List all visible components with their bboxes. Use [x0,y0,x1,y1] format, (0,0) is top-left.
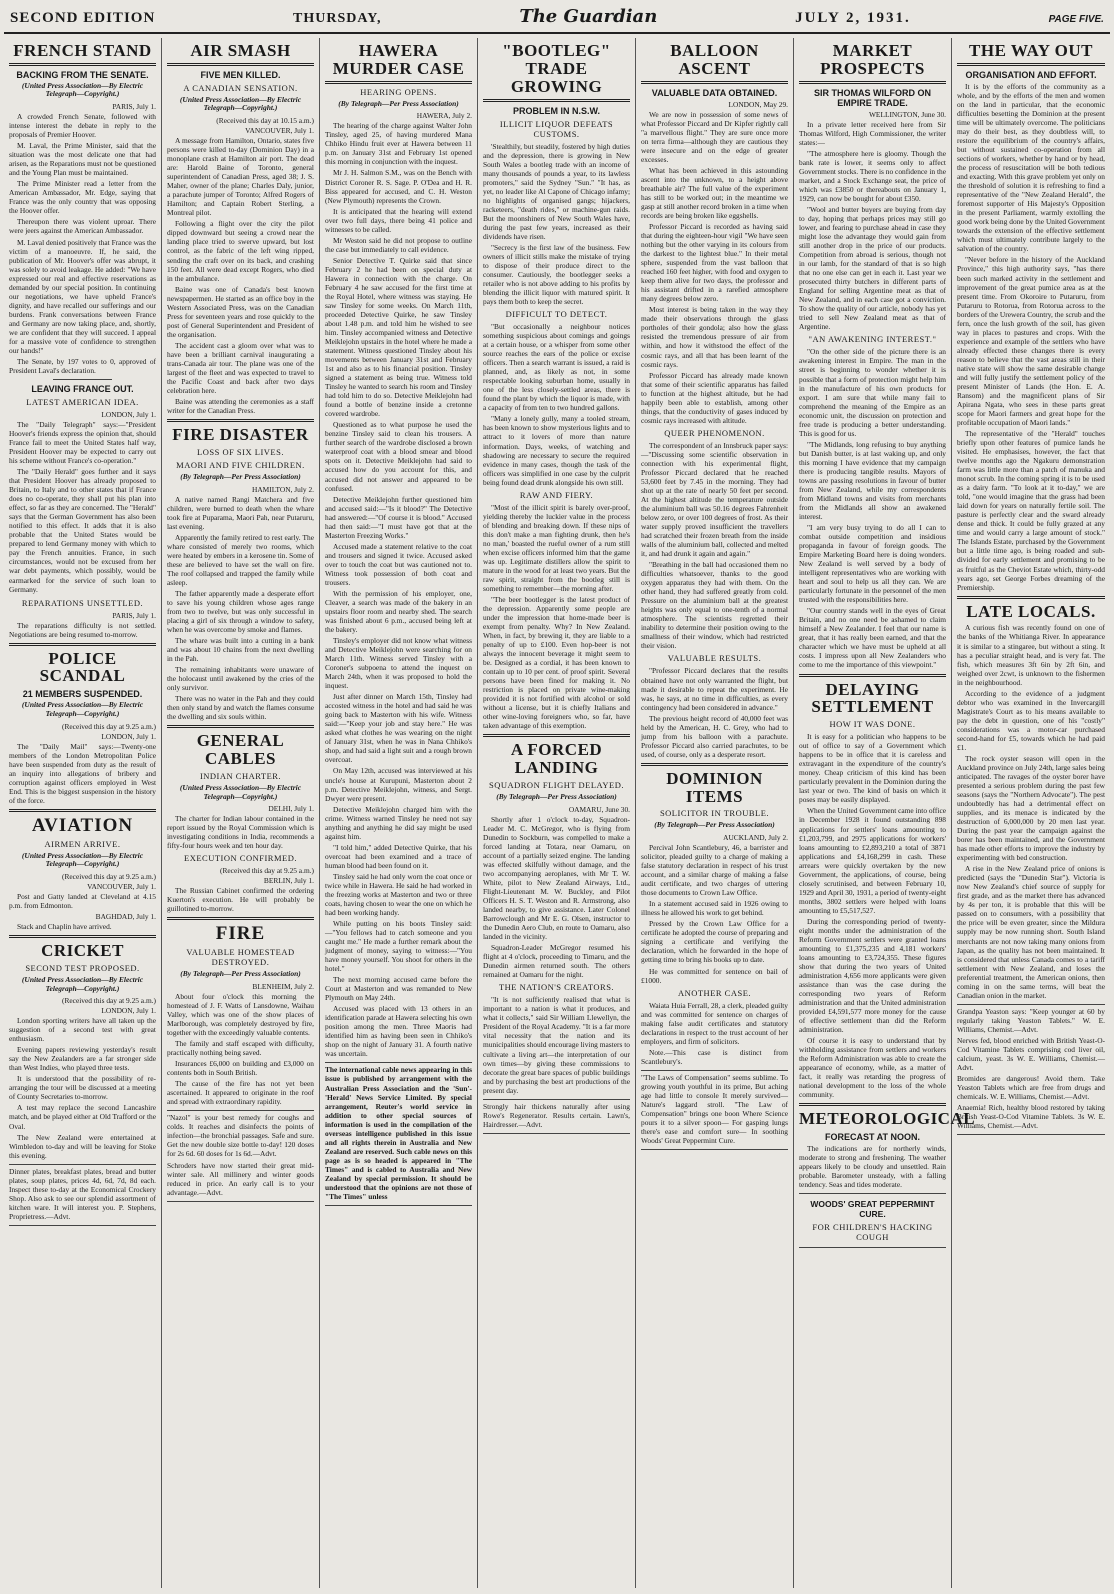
article-headline: THE WAY OUT [969,41,1093,60]
article-paragraph: "Most of the illicit spirit is barely over-proof, yielding thereby the luckier value in the process of blending and breaking down. If these nips of this don't make a man fighting drunk, then he's no man,' boasted the rueful owner of a rum still when excise officers informed him that the game was up. Legitimate distillers allow the spirit to mature in the wood for at least two years. But the raw spirit, straight from the bootleg still is something to remember—the morning after. [483,502,630,593]
article-paragraph: Squadron-Leader McGregor resumed his flight at 4 o'clock, proceeding to Timaru, and the Dunedin airmen returned south. The others remained at Oamaru for the night. [483,943,630,980]
article-credit: (United Press Association—By Electric Telegraph—Copyright.) [21,974,144,993]
article-paragraph: It is easy for a politician who happens to be out of office to say of a Government which happens to be in office that it is careless and extravagant in the expenditure of the country's money. Cheap criticism of this kind has been particularly prevalent in the Dominion during the last year or two. The kind of basis on which it poses may be easily displayed. [799,732,946,805]
article-hawera-murder [325,42,472,1058]
article-paragraph: "Never before in the history of the Auckland Province," this high authority says, "has there been such marked activity in the settlement and improvement of the great pumice area as at the present time. From Okoroire to Putaruru, from Putaruru to Rotorua, from Rotorua across to the borders of the Urewera Country, the scrub and the fern, once the lush growth of the soil, has given way in places to pastures and crops. With the experience and example of the settlers who have already effected these changes there is every reason to believe that the vast areas still in their native state will show the same desirable change and will fully justify the settlement policy of the present Minister of Lands (the Hon. E. A. Ransom) and the magnificent plans of Sir Apirana Ngata, who sees in these parts great scope for Maori farmers and great hope for the profitable occupation of Maori lands." [957,255,1105,427]
page-number: PAGE FIVE. [1048,14,1104,25]
headline-rule [9,935,156,938]
article-aviation [9,809,156,931]
article-paragraph: "Secrecy is the first law of the business. Few owners of illicit stills make the mistake of trying to dispose of their produce direct to the consumer. Cautiously, the bootlegger seeks a retailer who is not above adding to his profits by blending the illicit liquor with matured spirit. It pays them both to keep the secret. [483,242,630,307]
article-paragraph: A message from Hamilton, Ontario, states five persons were killed to-day (Dominion Day) in a monoplane crash at Hamilton air port. The dead are: Harold Baine of Toronto, general superintendent of Canadian Press, aged 38; J. S. Maher, owner of the plane; Charles Daly, junior, a parachute jumper of Toronto; Alfred Rogers of Hamilton; and Captain Robert Sterling, a Montreal pilot. [167,136,314,218]
article-credit: (United Press Association—By Electric Telegraph—Copyright.) [21,850,144,869]
article-paragraph: The reparations difficulty is not settled. Negotiations are being resumed to-morrow. [9,620,156,639]
article-dateline: BAGHDAD, July 1. [95,912,156,922]
article-paragraph: Professor Piccard has already made known that some of their scientific apparatus has failed to function at the highest altitude, but he had happily been able to establish, among other things, that the conductivity of gases induced by cosmic rays increased with altitude. [641,370,788,425]
article-paragraph: The representative of the "Herald" touches briefly upon other features of pumice lands he visited. He emphasises, however, the fact that twelve months ago the Ngakuru demonstration farm was little more than a patch of manuka and monot scrub. In the coming spring it is to be used as a dairy farm. "To look at it to-day," we are told, "one would imagine that the grass had been laid down for years on naturally fertile soil. The pasture is perfectly clear and the sward already dense and thick. It could be fully grazed at any time and would carry a large amount of stock." The Islands Estate, purchased by the Government but a little time ago, is being roaded and sub-divided for early settlement and promising to be as fruitful as the Cheviot Estate which, thirty-odd years ago, set George Forbes dreaming of the Premiership. [957,429,1105,592]
article-subtitle: REPARATIONS UNSETTLED. [21,597,144,608]
article-paragraph: Mr J. H. Salmon S.M., was on the Bench with District Coroner R. S. Sage. P. O'Dea and H. R. Biss appeared for accused, and C. H. Weston (New Plymouth) represents the Crown. [325,168,472,205]
article-paragraph: Waiata Huia Ferrall, 28, a clerk, pleaded guilty and was committed for sentence on charges of making false audit certificates and statutory declarations in respect to the trust account of her employers, and firm of solicitors. [641,1000,788,1046]
article-fire-disaster [167,419,314,721]
headline-rule [9,643,156,646]
article-paragraph: Most interest is being taken in the way they made their observations through the glass portholes of their gondola; also how the glass resisted the tremendous pressure of air from within, and how it withstood the effect of the cosmic rays, and all that has been learnt of the cosmic rays. [641,305,788,369]
article-meteorological [799,1103,976,1190]
article-paragraph: 'Stealthily, but steadily, fostered by high duties and the depression, there is growing in New South Wales a bootleg trade with an income of many thousands of pounds a year, to its lawless promoters," said the Sydney "Sun." "It has, as yet, no leader like Al Capone of Chicago infamy; no highlights of organised gangs; hijackers, racketeers, "death rides," or machine-gun raids. But the moonshiners of New South Wales have, during the past few years, increased as their dividends have risen. [483,141,630,241]
article-dateline: HAMILTON, July 2. [251,484,314,494]
article-the-way-out [957,42,1105,592]
headline-rule [325,81,472,84]
article-paragraph: The "Daily Telegraph" says:—"President Hoover's friends express the opinion that, should France fail to meet the United States half way, President Hoover may be expected to carry out his scheme without France's co-operation." [9,419,156,466]
article-dateline: HAWERA, July 2. [416,111,472,121]
article-paragraph: Apparently the family retired to rest early. The whare consisted of merely two rooms, which were heated by embers in a kerosene tin. Some of these are believed to have set the wall on fire. The roof collapsed and trapped the family while asleep. [167,532,314,587]
article-paragraph: "Professor Piccard declares that the results obtained have not only warranted the flight, but made it desirable to repeat the experiment. He was, he says, at no time in difficulties, as every contingency had been considered in advance." [641,666,788,712]
headline-rule [167,419,314,422]
article-paragraph: Baine was attending the ceremonies as a staff writer for the Canadian Press. [167,396,314,415]
article-subtitle: LATEST AMERICAN IDEA. [26,396,139,407]
article-paragraph: Questioned as to what purpose he used the benzine Tinsley said to clean his trousers. A further search of the wardrobe disclosed a brown waterproof coat with a blood smear and blood spots on it. Detective Meiklejohn had said to accused how do you account for this, and accused did not answer and appeared to be confused. [325,420,472,493]
article-dateline: DELHI, July 1. [268,804,314,814]
article-paragraph: "I told him," added Detective Quirke, that his overcoat had been examined and a trace of human blood had been found on it. [325,842,472,870]
article-credit: (United Press Association—By Electric Telegraph—Copyright.) [179,94,302,113]
article-paragraph: Baine was one of Canada's best known newspapermen. He started as an office boy in the Western Associated Press, was on the Canadian Press for seventeen years and rose quickly to the post of General Superintendent and President of the organisation. [167,284,314,339]
article-subtitle: EXECUTION CONFIRMED. [184,853,297,864]
column-5 [636,38,794,1588]
headline-rule [167,63,314,66]
article-subheadline: ORGANISATION AND EFFORT. [965,69,1097,80]
headline-rule [641,81,788,84]
article-fire [167,917,314,1106]
issue-date: JULY 2, 1931. [795,10,911,26]
article-paragraph: A rise in the New Zealand price of onions is predicted (says the "Dunedin Star"). Victoria is now New Zealand's chief source of supply for first grade, and as the market there has advanced by 4s per ton, it is probable that this will be passed on to consumers, with a possibility that the price will be even greater, since the Mildura supply may be now running short. South Island merchants are not now taking many onions from Japan, as the quality has not been maintained. It is considered that unless Canada comes to a tariff settlement with New Zealand, and loses the preferential treatment, the American onions, then coming in on the same terms, will beat the Canadian onion in the market. [957,864,1105,1000]
article-paragraph: Tinsley's employer did not know what witness and Detective Meiklejohn were searching for on March 11th. Witness served Tinsley with a Coroner's subpoena to attend the inquest on March 24th, when it was proposed to hold the inquest. [325,636,472,691]
article-paragraph: The father apparently made a desperate effort to save his young children whose ages range from two to twelve, but was only successful in placing a girl of six through a window to safety, when he was overcome by smoke and flames. [167,588,314,634]
article-headline: AVIATION [31,814,134,836]
article-paragraph: The "Daily Mail" says:—Twenty-one members of the London Metropolitan Police have been suspended from duty as the result of an inquiry into allegations of bribery and corruption against officers employed in West End. This is the biggest suspension in the history of the force. [9,741,156,805]
article-headline: AIR SMASH [190,41,291,60]
article-subheadline: 21 MEMBERS SUSPENDED. [22,689,143,700]
article-paragraph: The previous height record of 40,000 feet was held by the American, H. C. Grey, who had to jump from his balloon with a parachute. Professor Piccard also carried parachutes, to be used, of course, only as a desperate resort. [641,713,788,759]
article-paragraph: What has been achieved in this astounding ascent into the unknown, to a height above breathable air? The full value of the experiment has still to be worked out; in the meantime we gasp at still another record broken in a time when records are being broken like eggshells. [641,165,788,221]
article-paragraph: "The Midlands, long refusing to buy anything but Danish butter, is at last waking up, and only this morning I have evidence that my campaign there is producing tangible results. Mayors of towns are passing resolutions in favour of butter from New Zealand, while my correspondents from Midland towns and visits from merchants from the Midlands all show an awakened interest. [799,439,946,521]
article-paragraph: Percival John Scantlebury, 46, a barrister and solicitor, pleaded guilty to a charge of making a false statutory declaration in respect of his trust account, and a similar charge of making a false audit certificate, and two charges of uttering those documents to Crown Law Office. [641,843,788,898]
masthead [4,4,1110,34]
article-paragraph: The accident cast a gloom over what was to have been a brilliant carnival inaugurating a trans-Canada air tour. The plane was one of the largest of the fleet and was expected to travel to the Pacific Coast and back after two days celebration here. [167,340,314,395]
article-headline: BALLOON ASCENT [670,41,759,78]
headline-rule [957,63,1105,66]
advertisement-text: Dinner plates, breakfast plates, bread and butter plates, soup plates, prices 4d, 6d, 7d, 8d each. Inspect these to-day at the Economical Crockery Shop. Also ask to see our splendid assortment of kitchen ware. It will interest you. P. Stephens, Proprietress.—Advt. [9,1166,156,1221]
article-subtitle: "AN AWAKENING INTEREST." [808,334,937,345]
advertisement-text: Grandpa Yeaston says: "Keep younger at 60 by regularly taking Yeaston Tablets." W. E. Williams, Chemist.—Advt. [957,1006,1105,1034]
article-subtitle: AIRMEN ARRIVE. [44,838,121,849]
advertisement-text: "The Laws of Compensation" seems sublime. To growing youth youthful in its prime, But aching age had little to console It merely survived—Nature's laggard stroll. "The Law of Compensation" brings one boon Where Science pours it to a silver spoon— For gasping lungs there's ease and comfort sure— In soothing Woods' Great Peppermint Cure. [641,1072,788,1145]
article-subtitle: HEARING OPENS. [360,86,437,97]
article-paragraph: A native named Rangi Matchera and five children, were burned to death when the whare took fire at Puparama, Maori Pah, near Putaruru, last evening. [167,494,314,531]
article-paragraph: London sporting writers have all taken up the suggestion of a second test with great enthusiasm. [9,1016,156,1044]
article-paragraph: "Many a lonely gully, many a tooled stream, has been known to show mysterious lights and to attract to it lovers of more than nature information. Days, weeks, of watching and shadowing are necessary to secure the required evidence in many cases, though the task of the officers was simplified in one case by the culprit being found dead drunk alongside his own still. [483,414,630,487]
article-paragraph: The cause of the fire has not yet been ascertained. It appeared to originate in the roof and spread with extraordinary rapidity. [167,1079,314,1107]
cable-news-notice [325,1062,472,1205]
article-paragraph: The rock oyster season will open in the Auckland province on July 24th, large sales being anticipated. The ravages of the oyster borer have presented a serious problem during the past few seasons (says the "Northern Advocate"). The pest undoubtedly has had a detrimental effect on supplies, and its menace is indicated by the destruction of 6,000,000 by 20 men last year. During the past year the campaign against the borer has been maintained, and the Government has made other efforts to improve the industry by experimenting with bed construction. [957,753,1105,863]
article-paragraph: He was committed for sentence on bail of £1000. [641,966,788,985]
article-headline: DOMINION ITEMS [666,768,763,806]
article-french-stand [9,42,156,375]
article-credit: (By Telegraph—Per Press Association) [180,471,301,481]
article-paragraph: "I am very busy trying to do all I can to combat outside competition and insidious propaganda in favour of foreign goods. The Empire Marketing Board here is doing wonders. New Zealand is well served by a body of intelligent representatives who are working with heart and soul to help us all they can. We are particularly fortunate in the personnel of the men trusted with the responsibilities here. [799,523,946,605]
headline-rule [483,734,630,737]
headline-rule [957,596,1105,599]
article-dateline: AUCKLAND, July 2. [723,833,788,843]
column-1 [4,38,162,1588]
article-dateline: BERLIN, July 1. [263,876,314,886]
columns [4,34,1110,1588]
article-received: (Received this day at 9.25 a.m.) [62,996,156,1006]
article-paragraph: Thereupon there was violent uproar. There were jeers against the American Ambassador. [9,217,156,236]
headline-rule [9,63,156,66]
article-paragraph: During the corresponding period of twenty-eight months under the administration of the Reform Government settlers were granted loans amounting to £1,375,235 and 4,181 workers' loans amounting to £3,724,355. These figures show that during the two years of United administration 4,656 more applicants were given assistance than was the case during the corresponding two years of Reform administration and that the United administration provided £4,591,577 more money for the cause of effective settlement than did the Reform administration. [799,916,946,1035]
article-credit: (By Telegraph—Per Press Association) [180,969,301,979]
article-subheadline: SIR THOMAS WILFORD ON EMPIRE TRADE. [814,87,931,108]
article-credit: (United Press Association—By Electric Telegraph—Copyright.) [179,782,302,801]
paper-name: The Guardian [519,6,658,27]
article-paragraph: Tinsley said he had only worn the coat once or twice while in Hawera. He said he had worked in the freezing works at Masterton and two or three coats, having chosen to wear the one on which he had been working handy. [325,871,472,917]
article-subtitle: VALUABLE HOMESTEAD DESTROYED. [186,947,295,968]
article-paragraph: The hearing of the charge against Walter John Tinsley, aged 25, of having murdered Mana Chhiko Hindu fruit ever at Hawera between 11 p.m. on January 31st and February 1st opened this morning in conjunction with the inquest. [325,121,472,167]
article-paragraph: It is understood that the possibility of re-arranging the tour will be discussed at a meeting of County Secretaries to-morrow. [9,1074,156,1102]
advertisement-text: Anaemia! Rich, healthy blood restored by taking British Yeast-O-Cod Vitamine Tablets. 3s W. E. Williams, Chemist.—Advt. [957,1103,1105,1131]
article-paragraph: Mr Weston said he did not propose to outline the case but immediately to call evidence. [325,235,472,254]
column-3 [320,38,478,1588]
article-paragraph: According to the evidence of a judgment debtor who was examined in the Invercargill Magistrate's Court as to his means available to pay the debt in question, one of his "costly" considerations was a motor-car purchased second-hand for £5, towards which he had paid £1. [957,688,1105,752]
article-general-cables [167,725,314,913]
article-credit: (United Press Association—By Electric Telegraph—Copyright.) [21,700,144,718]
article-headline: HAWERA MURDER CASE [332,41,465,78]
article-subheadline: PROBLEM IN N.S.W. [512,105,600,116]
article-subtitle: ILLICIT LIQUOR DEFEATS CUSTOMS. [499,118,614,139]
divider [53,379,112,380]
article-paragraph: Note.—This case is distinct from Scantlebury's. [641,1047,788,1066]
article-paragraph: Detective Meiklejohn further questioned him and accused said:—"Is it blood?" The Detective had answered:—"Of course it is blood." Accused had then said:—"I must have got that at the Masterton Freezing Works." [325,494,472,540]
article-paragraph: It is anticipated that the hearing will extend over two full days, there being 41 police and witnesses to be called. [325,206,472,234]
article-paragraph: Accused made a statement relative to the coat and trousers and signed it twice. Accused asked over to touch the coat but was cautioned not to. Witness took possession of both coat and trousers. [325,541,472,587]
article-paragraph: When the United Government came into office in December 1928 it found outstanding 898 applications for settlers' loans amounting to £1,203,799, and 2975 applications for workers' loans amounting to £2,893,210 a total of 3871 applications and £4,168,299 in cash. These arrears were quickly overtaken by the new Government, the applications, of course, being closely scrutinised, and between February 10, 1929 and April 30, 1931, a period of twenty-eight months, 3802 settlers were helped with loans amounting to £5,517,527. [799,806,947,915]
article-subtitle: ANOTHER CASE. [677,987,752,998]
day-label: THURSDAY, [293,11,382,26]
article-subheadline: FIVE MEN KILLED. [200,69,281,80]
column-2 [162,38,320,1588]
article-headline: POLICE SCANDAL [39,648,126,686]
article-dateline: VANCOUVER, July 1. [87,881,156,891]
article-paragraph: Just after dinner on March 15th, Tinsley had accosted witness in the hotel and had said he was going back to Masterton with his wife. Witness said:—"Keep your job and stay here." He was asked what clothes he was wearing on the night of January 31st, when he was in Nana Chhiko's shop, and had said a light suit and a rough brown overcoat. [325,692,472,765]
article-paragraph: A test may replace the second Lancashire match, and be played either at Old Trafford or the Oval. [9,1103,156,1131]
article-paragraph: While putting on his boots Tinsley said:—"You fellows had to catch someone and you caught me." He made a further remark about the judgment of money, saying to witness:—"You have money yourself. You shoot for others in the hotel." [325,918,472,974]
article-credit: (By Telegraph—Per Press Association) [654,820,775,830]
article-late-locals [957,596,1105,1000]
article-paragraph: "On the other side of the picture there is an awakening interest in Empire. The man in the street is beginning to wonder whether it is possible that a form of protection might help him in the manufacture of his own products for export. I am sure that while many fail to comprehend the meaning of the Empire as an economic unit, the discussion on protection and free trade is producing a better understanding. This is good for us. [799,347,946,438]
article-paragraph: About four o'clock this morning the homestead of J. F. Watts of Lansdowne, Waihau Valley, which was one of the show places of Marlborough, was completely destroyed by fire, together with the exceedingly valuable contents. [167,991,314,1038]
article-paragraph: The Prime Minister read a letter from the American Ambassador, Mr. Edge, saying that France was the only country that was opposing the Hoover offer. [9,179,156,216]
article-paragraph: Accused was placed with 13 others in an identification parade at Hawera selecting his own position among the men. Three Maoris had identified him as having been seen in Chhiko's shop on the night of January 31. A fourth native was uncertain. [325,1004,472,1059]
article-received: (Received this day at 9.25 a.m.) [220,866,314,876]
article-headline: FIRE [215,923,266,945]
notice-text: The international cable news appearing in this issue is published by arrangement with the Australian Press Association and the 'Sun'-'Herald' News Service Limited. By special arrangement, Reuter's world service in addition to other special sources of information is used in the compilation of the overseas intelligence published in this issue and all rights therein in Australia and New Zealand are reserved. Such cable news on this page as is so headed is appeared in "The Times" and is cabled to Australia and New Zealand by special permission. It should be understood that the opinions are not those of "The Times" unless [325,1065,472,1201]
advertisement [9,1164,156,1226]
article-police-scandal [9,643,156,805]
article-headline: MARKET PROSPECTS [820,41,925,78]
column-6 [794,38,976,1588]
article-paragraph: "The atmosphere here is gloomy. Though the bank rate is lower, it seems only to affect Government stocks. There is no confidence in the market, and a Stock Exchange seat, the price of which was £3850 or thereabouts on January 1, 1929, can now be bought for about £350. [799,148,946,203]
article-paragraph: Stack and Chaplin have arrived. [17,922,112,932]
advertisement [799,1193,946,1248]
article-paragraph: With the permission of his employer, one, Cleaver, a search was made of the bakery in an upstairs floor room and nearby shed. The search was finished about 6 p.m., accused being left at the bakery. [325,588,472,634]
article-credit: (United Press Association—By Electric Telegraph—Copyright.) [21,80,144,99]
article-subheadline: FORECAST AT NOON. [825,1132,920,1143]
article-paragraph: Of course it is easy to understand that by withholding assistance from settlers and workers the Reform Administration was able to create the appearance of economy, while, as a matter of fact, it really was retarding the progress of national development to the loss of the whole community. [799,1036,946,1100]
advertisement-text: "Nazol" is your best remedy for coughs and colds. It reaches and disinfects the points of infection—the bronchial passages. Safe and sure. Get the new double size bottle to-day! 120 doses for 2s 6d. 60 doses for 1s 6d.—Advt. [167,1113,314,1159]
article-cricket [9,935,156,1160]
article-air-smash [167,42,314,415]
article-paragraph: The remaining inhabitants were unaware of the holocaust until awakened by the cries of the only survivor. [167,665,314,693]
advertisement-text: Strongly hair thickens naturally after using Rowe's Regenerator. Results certain. Lawn's, Hairdresser.—Advt. [483,1101,630,1129]
article-headline: A FORCED LANDING [510,740,603,778]
article-dateline: LONDON, July 1. [101,409,156,419]
article-paragraph: Professor Piccard is recorded as having said that during the eighteen-hour vigil "We have seen nothing but the other varying in its colours from the darkest to the lightest blue." In their metal sphere, suspended from the vast balloon that reached 160 feet higher, with food and oxygen to keep them alive for two days, the professor and his assistant drifted in a rarefied atmosphere many degrees below zero. [641,222,788,304]
article-received: (Received this day at 9.25 a.m.) [62,871,156,881]
article-subtitle: SQUADRON FLIGHT DELAYED. [488,780,625,791]
article-dateline: WELLINGTON, June 30. [868,109,946,119]
article-paragraph: Pressed by the Crown Law Office for a certificate he adopted the course of preparing and signing a certificate and verifying the declaration, which he forwarded in the hope of getting time to bring his books up to date. [641,919,788,965]
advertisement [483,1099,630,1134]
article-paragraph: M. Laval denied positively that France was the victim of a manoeuvre. If, he said, the publication of Mr. Hoover's offer was abrupt, it was solely to avoid leakage. He added: "We have expressed our real and effective reservations as demanded by our special position. In continuing our negotiations, we have upheld France's dignity, and have recalled our sufferings and our burdens. Frank conversations between France and Germany are now taking place, and, shortly, we are confident that they will succeed. I appeal for a massive vote of confidence to strengthen our hands!" [9,237,156,355]
article-subtitle: SOLICITOR IN TROUBLE. [659,808,770,819]
article-paragraph: Senior Detective T. Quirke said that since February 2 he had been on special duty at Hawera in connection with the charge. On February 4 he saw accused for the first time at the Royal Hotel, where witness was staying. He saw Tinsley for some weeks. On March 11th, proceeded Detective Quirke, he saw Tinsley about 1.48 p.m. and told him he wished to see him. Tinsley accompanied witness and Detective Meiklejohn upstairs in the hotel where he made a statement. Witness questioned Tinsley about his movements between January 31st and February 1st and also as to his financial position. Tinsley signed a statement as being true. Witness told Tinsley he wanted to search his room and Tinsley had told him to do so. Detective Meiklejohn had found a bottle of benzine inside a cretonne covered wardrobe. [325,255,472,419]
article-paragraph: "Our country stands well in the eyes of Great Britain, and no one need be ashamed to claim himself a New Zealander. I feel that our name is great, that it has really been earned, and that the character which we have must be upheld at all costs. I impress upon all New Zealanders who come to me the importance of this viewpoint." [799,606,946,670]
article-paragraph: The whare was built into a cutting in a bank and was about 10 chains from the next dwelling in the Pah. [167,635,314,664]
article-paragraph: We are now in possession of some news of what Professor Piccard and Dr Kipfer rightly call "a marvellous flight." They are sure once more on terra firma—although they are cautious they were insecure and on the edge of greater excesses. [641,109,788,164]
article-dateline: BLENHEIM, July 2. [252,981,314,991]
article-paragraph: The Senate, by 197 votes to 0, approved of President Laval's declaration. [9,356,156,375]
article-paragraph: The family and staff escaped with difficulty, practically nothing being saved. [167,1039,314,1058]
article-subtitle: A CANADIAN SENSATION. [183,82,298,93]
article-paragraph: M. Laval, the Prime Minister, said that the situation was the most delicate one that had arisen, as the Reparations must not be questioned and the Young Plan must be maintained. [9,141,156,178]
edition-label: SECOND EDITION [10,10,156,26]
article-bootleg-trade [483,42,630,730]
article-headline: METEOROLOGICAL [799,1109,976,1129]
article-dateline: VANCOUVER, July 1. [245,126,314,136]
article-paragraph: The correspondent of an Innsbruck paper says:—"Discussing some scientific observation in connection with his experimental flight, Professor Piccard declared that he reached 53,600 feet by 7.45 in the morning. They had shot up at the rate of nearly 50 feet per second. At the highest altitude the temperature outside the aluminium ball was 50.16 degrees Fahrenheit below zero, or over 100 degrees of frost. As their water supply proved insufficient the travellers had scratched their frozen breath from the inside walls of the aluminium ball, collected and melted it, and had drunk it again and again." [641,440,788,559]
article-reparations [9,598,156,639]
article-headline: FIRE DISASTER [172,425,309,445]
article-subheadline: BACKING FROM THE SENATE. [16,69,149,80]
article-paragraph: The indications are for northerly winds, moderate to strong and freshening. The weather appears likely to be cloudy and unsettled. Rain probable. Barometer unsteady, with a falling tendency. Seas and tides moderate. [799,1144,946,1190]
article-market-prospects [799,42,946,670]
article-paragraph: "The beer bootlegger is the latest product of the depression. Apparently some people are under the impression that home-made beer is exempt from penalty. Why? In New Zealand. When, in fact, by brewing it, they are liable to a penalty of up to £100. Even hop-beer is not always the innocent beverage it might seem to be. Designed as a cordial, it has been known to contain up to 10 per cent. of proof spirit. Several persons have been fined for making it. No restriction is placed on private wine-making provided it is not fortified with alcohol or sold without a license, but it is chiefly Italians and other wine-loving foreigners who, so far, have taken advantage of this exemption. [483,594,630,731]
article-received: (Received this day at 9.25 a.m.) [62,721,156,731]
article-headline: GENERAL CABLES [196,731,285,769]
article-headline: FRENCH STAND [13,41,152,60]
article-headline: CRICKET [41,941,124,961]
article-delaying-settlement [799,674,946,1100]
advertisement [957,1004,1105,1135]
article-forced-landing [483,734,630,1094]
column-4 [478,38,636,1588]
article-dateline: LONDON, July 1. [101,1006,156,1016]
advertisement-text: Bromides are dangerous! Avoid them. Take Yeaston Tablets which are free from drugs and chemicals. W. E. Williams, Chemist.—Advt. [957,1073,1105,1101]
article-paragraph: "It is not sufficiently realised that what is important to a nation is what it produces, and what it collects," said Sir William Llewellyn, the President of the Royal Academy. "It is a far more vital necessity that the nation and its municipalities should encourage living masters to cultivate a living art—the interpretation of our own times—by giving these commissions to decorate the great bare spaces of public buildings and by purchasing the best art productions of the present day. [483,995,630,1095]
article-paragraph: In a private letter received here from Sir Thomas Wilford, High Commissioner, the writer states:— [799,119,946,147]
article-subheadline: LEAVING FRANCE OUT. [31,383,134,394]
article-dateline: LONDON, May 29. [728,99,788,109]
article-subtitle: THE NATION'S CREATORS. [498,982,615,993]
advertisement-text: Schroders have now started their great mid-winter sale. All millinery and winter goods reduced in price. An early call is to your advantage.—Advt. [167,1160,314,1197]
article-subheadline: VALUABLE DATA OBTAINED. [651,87,778,98]
article-subtitle: QUEER PHENOMENON. [664,427,765,438]
article-paragraph: A crowded French Senate, followed with intense interest the debate in reply to the proposals of Premier Hoover. [9,112,156,140]
article-paragraph: Evening papers reviewing yesterday's result say the New Zealanders are a far stronger side than West Indies, who played three tests. [9,1045,156,1073]
article-credit: (By Telegraph—Per Press Association) [338,98,459,108]
article-paragraph: The New Zealand were entertained at Wimbledon to-day and will be leaving for Stoke this evening. [9,1132,156,1160]
article-headline: "BOOTLEG" TRADE GROWING [502,41,611,96]
article-paragraph: Detective Meiklejohn charged him with the crime. Witness warned Tinsley he need not say anything and anything he did say might be used against him. [325,804,472,841]
headline-rule [799,81,946,84]
article-paragraph: A curious fish was recently found on one of the banks of the Whitianga River. In appearance it is similar to a stingaree, but without a sting. It has a peculiar straight head, and is very fat. The fish, which measures 3ft 6in by 2ft 6in, and weighed over 2cwt, is unknown to the fishermen in the neighbourhood. [957,623,1105,687]
headline-rule [641,763,788,766]
article-paragraph: Insurances £6,000 on building and £3,000 on contents both in South British. [167,1059,314,1078]
article-paragraph: The charter for Indian labour contained in the report issued by the Royal Commission which is investigating conditions in India, recommends a fifty-four hours week and ten hour day. [167,814,314,851]
article-headline: DELAYING SETTLEMENT [811,679,934,717]
article-paragraph: Shortly after 1 o'clock to-day, Squadron-Leader M. C. McGregor, who is flying from Dunedin to Sockburn, was compelled to make a forced landing at Totara, near Oamaru, on account of a partially seized engine. The landing was effected skilfully without damage, and the two accompanying aeroplanes, with Mr T. W. White, pilot to New Zealand Airways, Ltd., Flight-Lieutenant M. W. Buckley, and Pilot Officers H. S. T. Weston and R. Armstrong, also landed nearby, to give assistance. Later Colonel Barrowclough and Mr E. G. Olsen, instructor to the Dunedin Aero Club, en route to Oamaru, also landed in the vicinity. [483,814,630,942]
article-subtitle: MAORI AND FIVE CHILDREN. [176,459,305,470]
advertisement-subtitle: FOR CHILDREN'S HACKING COUGH [812,1222,933,1243]
advertisement-text: Nerves fed, blood enriched with British Yeast-O-Cod Vitamine Tablets comprising cod liver oil, calcium, yeast. 3s W. E. Williams, Chemist.—Advt. [957,1035,1105,1072]
article-paragraph: There was no water in the Pah and they could then only stand by and watch the flames consume the dwelling and six souls within. [167,694,314,722]
article-received: (Received this day at 10.15 a.m.) [216,116,314,126]
article-subtitle: RAW AND FIERY. [519,489,594,500]
article-subtitle: VALUABLE RESULTS. [667,653,762,664]
newspaper-page [4,4,1110,1586]
article-dateline: PARIS, July 1. [112,102,156,112]
article-paragraph: It is by the efforts of the community as a whole, and by the efforts of the men and women on the land in particular, that the economic difficulties besetting the Dominion at the present time will be ultimately overcome. The politicians may do their best, as they doubtless will, to restore the equilibrium of the country's affairs, but without sustained co-operation from all sections of workers, whether by hand or by head, the process of resuscitation will be both tedious and exacting. With this grave problem yet only on the threshold of solution it is refreshing to find a representative of the "New Zealand Herald", the foremost supporter of His Majesty's Opposition in the present Parliament, warmly extolling the good work being done by the United Government towards the extension of the effective settlement which must ultimately contribute largely to the salvation of the country. [957,81,1105,254]
article-subtitle: HOW IT WAS DONE. [829,719,916,730]
article-dateline: LONDON, July 1. [101,731,156,741]
article-dateline: PARIS, July 1. [112,610,156,620]
headline-rule [799,674,946,677]
article-paragraph: "Breathing in the ball had occasioned them no difficulties whatsoever, thanks to the good oxygen apparatus they had with them. On the other hand, they had suffered greatly from cold. Pressure on the aluminium ball at the greatest heights was only equal to one-tenth of a normal atmosphere. The scientists regretted their inability to determine their position owing to the smallness of their window, which had restricted their vision. [641,560,788,651]
article-paragraph: On May 12th, accused was interviewed at his uncle's house at Kurupuni, Masterton about 2 p.m. Detective Meiklejohn, witness, and Sergt. Dwyer were present. [325,766,472,803]
headline-rule [167,725,314,728]
article-paragraph: "Wool and butter buyers are buying from day to day, hoping that perhaps prices may still go lower, and fearing to purchase ahead in case they might lose the advantage they would gain from still another drop in the price of our products. Competition from abroad is serious, though not in our lamb, for the standard of that is so high that no one else can get in each it. Last year we prosecuted thirty butchers in different parts of England for selling Argentine meat as that of New Zealand, and in each case got a conviction. To show the quality of our article, nobody has yet tried to sell New Zealand meat as that of Argentine. [799,204,946,332]
advertisement [167,1110,314,1201]
advertisement-title: WOODS' GREAT PEPPERMINT CURE. [810,1199,935,1220]
article-paragraph: Following a flight over the city the pilot dipped downward but seeing a crowd near the landing place tried to swerve upward, but lost control, as the fabric of the left wing ripped, sending the craft over on its back, and crashing 150 feet. All were dead except Rogers, who died in the ambulance. [167,219,314,283]
article-paragraph: "But occasionally a neighbour notices something suspicious about comings and goings at a certain house, or a whisper from some other source reaches the ears of the police or excise officers. Then a search warrant is issued, a raid is planned, and, as likely as not, in some respectable looking suburban home, usually in one of the less closely-settled areas, there is found the plant by which the liquor is made, with a capacity of from ten to two hundred gallons. [483,322,630,413]
article-subtitle: DIFFICULT TO DETECT. [505,309,608,320]
headline-rule [799,1103,946,1106]
article-paragraph: The "Daily Herald" goes further and it says that President Hoover has already proposed to Britain, to Italy and to other states that if France does no co-operate, they shall put his plan into effect, so far as they are concerned. The "Herald" says that the German Government has also been notified to this effect. It adds that it is also probable that the United States would be prepared to lend Germany money with which to pay the French annuities. France, in such circumstances, would not be excused from her war debt payments, which possibly, would be earmarked for the service of such loan to Germany. [9,467,156,594]
column-7 [952,38,1110,1588]
article-paragraph: The Russian Cabinet confirmed the ordering Kuerton's execution. He will probably be guillotined to-morrow. [167,886,314,914]
article-balloon-ascent [641,42,788,759]
article-paragraph: Post and Gatty landed at Cleveland at 4.15 p.m. from Edmonton. [9,891,156,910]
article-subtitle: INDIAN CHARTER. [199,770,282,781]
article-subtitle: SECOND TEST PROPOSED. [25,962,140,973]
headline-rule [483,99,630,102]
headline-rule [9,809,156,812]
article-paragraph: The next morning accused came before the Court at Masterton and was remanded to New Plymouth on May 24th. [325,975,472,1003]
article-dateline: OAMARU, June 30. [568,804,630,814]
article-paragraph: In a statement accused said in 1926 owing to illness he allowed his work to get behind. [641,899,788,918]
advertisement-poem [641,1070,788,1150]
article-headline: LATE LOCALS. [966,601,1096,621]
article-leaving-france [9,379,156,594]
headline-rule [167,917,314,920]
article-subtitle: LOSS OF SIX LIVES. [197,446,284,457]
article-credit: (By Telegraph—Per Press Association) [496,792,617,802]
article-dominion-items [641,763,788,1066]
